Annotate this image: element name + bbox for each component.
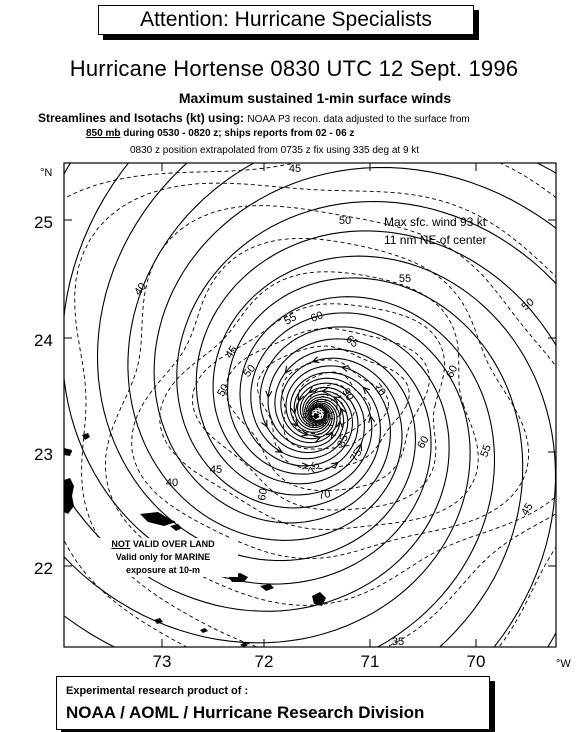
isotach-label: 60	[256, 487, 271, 502]
isotach-label: 45	[519, 501, 536, 518]
isotach-label: 45	[223, 343, 240, 361]
isotach-label: 40	[165, 477, 179, 489]
max-wind-note	[384, 213, 487, 249]
credit-line2: NOAA / AOML / Hurricane Research Division	[66, 703, 425, 722]
eye-center	[314, 414, 319, 419]
method-line-part2: NOAA P3 recon. data adjusted to the surface from	[247, 114, 470, 125]
credit-line1: Experimental research product of :	[66, 685, 249, 697]
lat-label: 24	[34, 331, 53, 350]
isotach-label: 60	[309, 309, 325, 325]
isotach-label: 85	[335, 433, 351, 449]
isotach-label: 40	[132, 280, 149, 298]
page-title: Hurricane Hortense 0830 UTC 12 Sept. 1996	[69, 56, 519, 81]
isotach-label: 90	[339, 386, 356, 403]
lon-unit-label: °W	[556, 658, 571, 670]
lat-label: 22	[34, 559, 53, 578]
isotach-label: 50	[241, 362, 259, 380]
isotach-label: 45	[288, 163, 302, 175]
isotach-label: 70	[317, 488, 332, 503]
position-line: 0830 z position extrapolated from 0735 z fix using 335 deg at 9 kt	[130, 145, 420, 156]
lat-label: 23	[34, 445, 53, 464]
isotach-label: 75	[348, 447, 365, 464]
isotach-label: 55	[398, 273, 412, 285]
disclaimer-line3: exposure at 10-m	[125, 565, 201, 575]
subtitle: Maximum sustained 1-min surface winds	[178, 90, 452, 106]
isotach-label: 45	[209, 464, 223, 476]
max-wind-line2: 11 nm NE of center	[384, 233, 487, 247]
isotach-label: 55	[478, 443, 494, 459]
isotach-label: 35	[391, 636, 405, 648]
source-rest: during 0530 - 0820 z; ships reports from 02 - 06 z	[123, 128, 355, 139]
disclaimer-not: NOT	[111, 539, 131, 549]
lon-label: 70	[466, 652, 486, 671]
lon-label: 72	[254, 652, 274, 671]
lon-label: 71	[360, 652, 380, 671]
disclaimer-line1	[88, 538, 238, 551]
credit-box	[56, 676, 490, 730]
attention-banner: Attention: Hurricane Specialists	[98, 5, 474, 35]
marine-disclaimer	[88, 538, 238, 577]
isotach-label: 75	[306, 460, 323, 477]
isotach-label: 60	[444, 363, 461, 380]
isotach-label: 50	[519, 296, 537, 314]
isotach-label: 65	[343, 333, 361, 351]
source-level: 850 mb	[86, 128, 121, 139]
lat-unit-label: °N	[40, 167, 53, 179]
isotach-label: 50	[338, 215, 352, 227]
isotach-label: 70	[370, 381, 388, 399]
disclaimer-line1-rest: VALID OVER LAND	[130, 539, 215, 549]
isotach-label: 55	[282, 311, 299, 328]
lon-label: 73	[152, 652, 172, 671]
disclaimer-line2: Valid only for MARINE	[115, 552, 211, 562]
isotach-label: 60	[415, 434, 432, 451]
method-line-part1: Streamlines and Isotachs (kt) using:	[38, 111, 245, 125]
isotach-label: 50	[215, 382, 232, 399]
max-wind-line1: Max sfc. wind 93 kt	[384, 215, 487, 229]
lat-label: 25	[34, 213, 53, 232]
